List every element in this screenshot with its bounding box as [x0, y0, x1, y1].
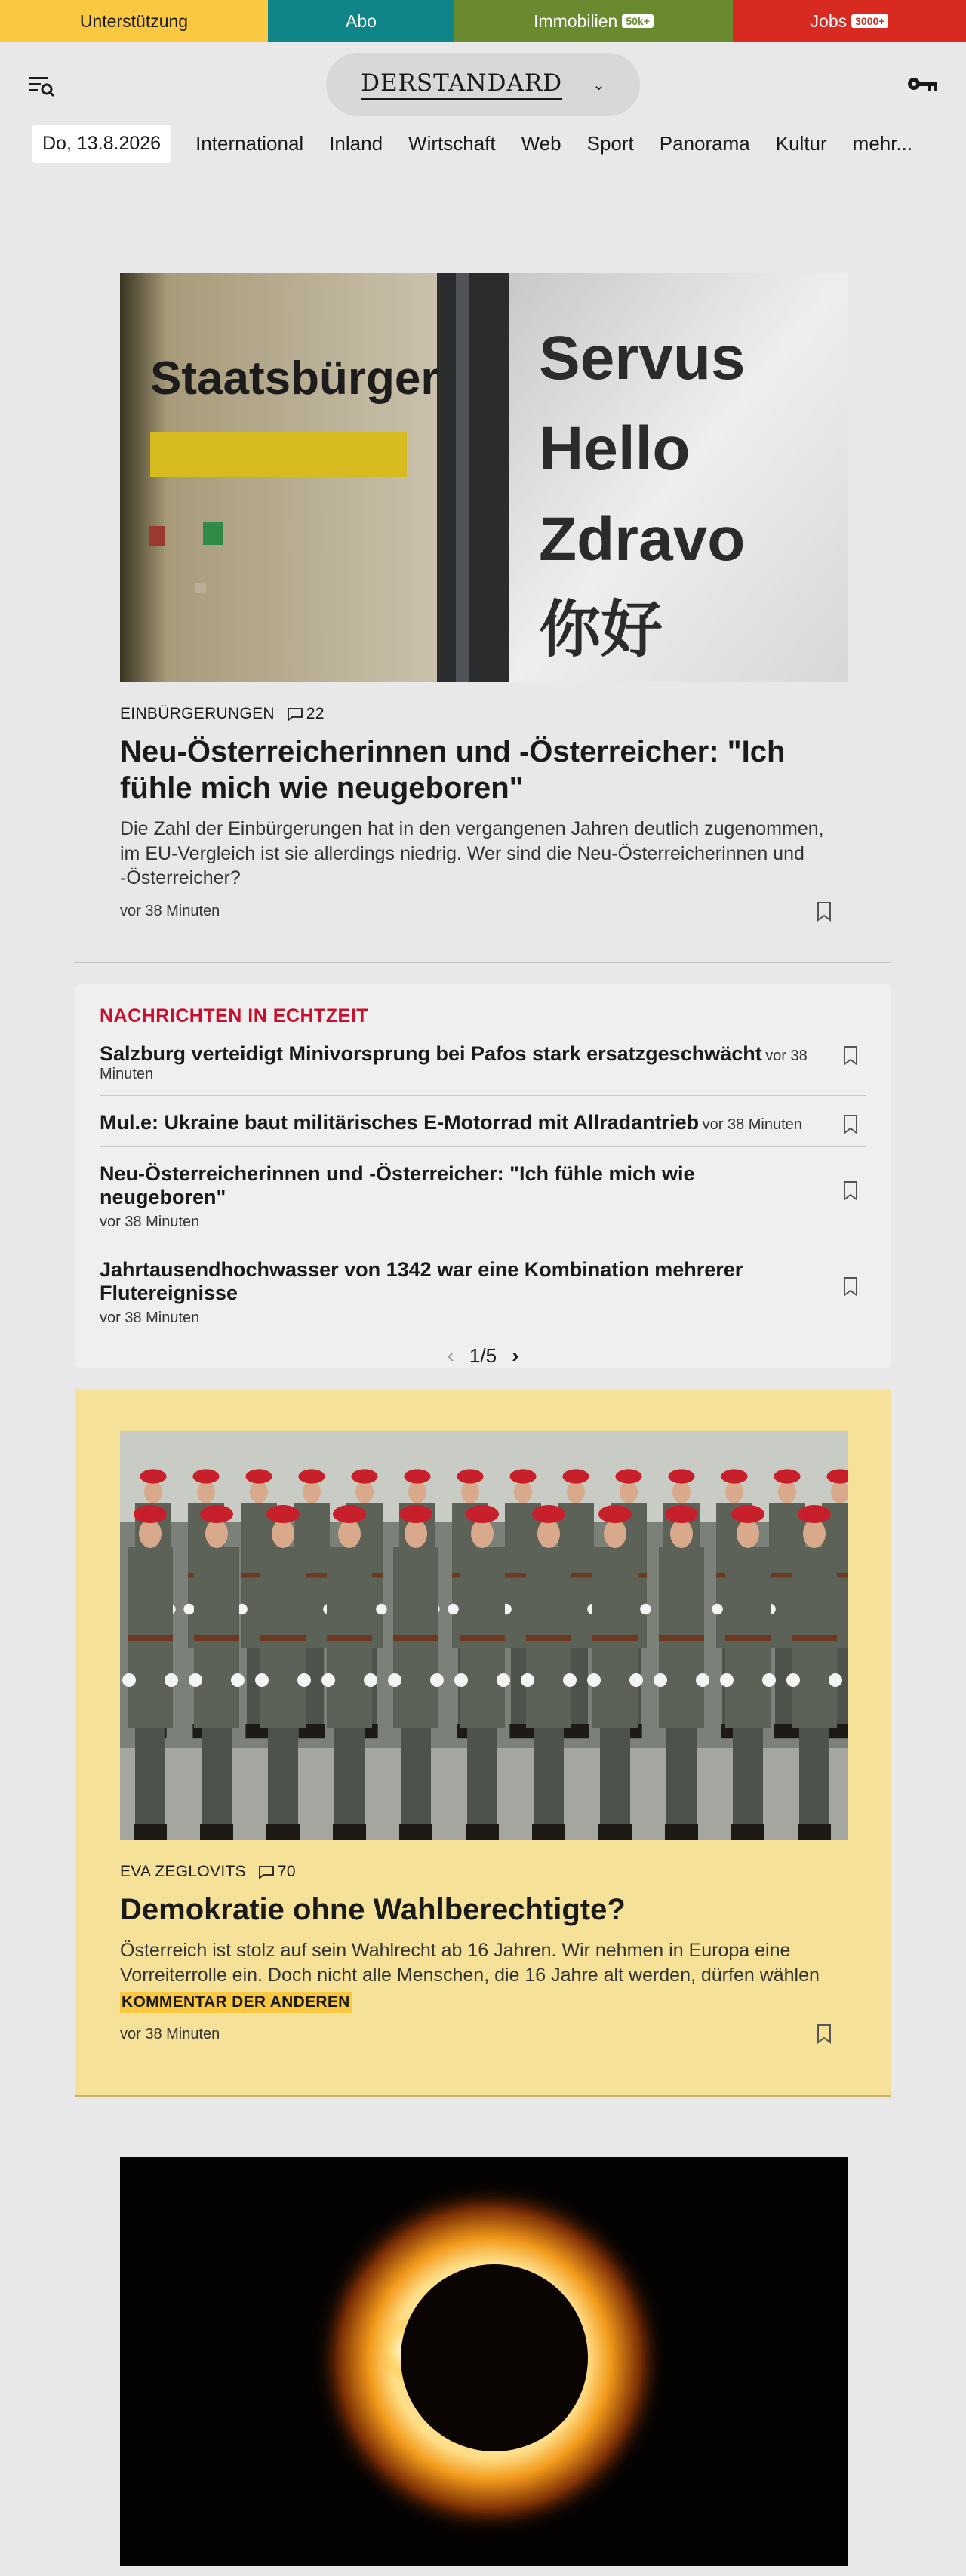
image-text-hello: Hello — [539, 414, 691, 483]
support-link[interactable] — [0, 0, 268, 42]
image-text-servus: Servus — [539, 324, 746, 392]
menu-search-icon — [27, 71, 57, 98]
site-logo: DERSTANDARD — [361, 69, 562, 100]
lead-article[interactable] — [75, 273, 891, 922]
image-text-zdravo: Zdravo — [539, 505, 746, 574]
article-headline[interactable]: Demokratie ohne Wahlberechtigte? — [120, 1893, 626, 1926]
site-header — [0, 42, 966, 125]
article-image-soldiers[interactable] — [120, 1431, 848, 1840]
bookmark-icon[interactable] — [842, 1180, 859, 1202]
live-time: vor 38 Minuten — [100, 1310, 200, 1326]
live-news-title: NACHRICHTEN IN ECHTZEIT — [100, 1005, 368, 1026]
article-kicker — [120, 705, 844, 723]
bookmark-icon[interactable] — [842, 1114, 859, 1135]
list-item[interactable] — [100, 1243, 866, 1339]
chevron-down-icon: ⌄ — [592, 76, 605, 94]
nav-item-sport[interactable]: Sport — [586, 131, 634, 155]
comment-count[interactable] — [287, 705, 325, 723]
next-page-icon[interactable]: › — [512, 1343, 519, 1367]
list-item[interactable] — [100, 1027, 866, 1096]
bookmark-icon[interactable] — [816, 901, 832, 922]
bookmark-icon[interactable] — [842, 1045, 859, 1066]
current-date: Do, 13.8.2026 — [32, 125, 171, 163]
nav-item-kultur[interactable]: Kultur — [775, 131, 827, 155]
comment-count-value: 22 — [306, 705, 325, 722]
opinion-article[interactable] — [75, 1389, 891, 2097]
article-headline[interactable]: Neu-Österreicherinnen und -Österreicher: "Ich fühle mich wie neugeboren" — [120, 735, 786, 805]
section-nav — [0, 122, 966, 165]
page-indicator: 1/5 — [469, 1343, 497, 1367]
immobilien-link[interactable] — [454, 0, 733, 42]
eclipse-image — [120, 2157, 848, 2566]
section-divider — [75, 962, 891, 963]
article-image-eclipse[interactable] — [120, 2157, 848, 2566]
logo-dropdown[interactable] — [326, 53, 640, 116]
immobilien-badge: 50k+ — [622, 14, 654, 28]
jobs-link[interactable] — [733, 0, 966, 42]
live-headline[interactable]: Salzburg verteidigt Minivorsprung bei Pafos stark ersatzgeschwächt — [100, 1042, 762, 1065]
comment-icon — [258, 1865, 275, 1879]
prev-page-icon[interactable]: ‹ — [447, 1343, 454, 1367]
nav-item-panorama[interactable]: Panorama — [659, 131, 750, 155]
image-text-staatsbuerger: Staatsbürger — [150, 352, 439, 405]
article-teaser: Österreich ist stolz auf sein Wahlrecht ab 16 Jahren. Wir nehmen in Europa eine Vorreiterrolle ein. Doch nicht alle Menschen, die 16 Jahre alt werden, dürfen wählen — [120, 1940, 820, 1986]
jobs-label: Jobs — [810, 11, 848, 31]
nav-item-inland[interactable]: Inland — [329, 131, 383, 155]
comment-count-value: 70 — [277, 1863, 296, 1880]
jobs-badge: 3000+ — [851, 14, 888, 28]
kicker-topic: EINBÜRGERUNGEN — [120, 705, 275, 722]
nav-item-international[interactable]: International — [195, 131, 304, 155]
article-time: vor 38 Minuten — [120, 903, 220, 919]
live-headline[interactable]: Mul.e: Ukraine baut militärisches E-Motorrad mit Allradantrieb — [100, 1111, 700, 1134]
article-kicker — [120, 1863, 844, 1881]
abo-label: Abo — [346, 11, 377, 31]
menu-search-button[interactable] — [27, 71, 57, 98]
live-time: vor 38 Minuten — [702, 1116, 802, 1133]
comment-icon — [287, 707, 303, 721]
citizenship-sign-image — [120, 273, 848, 682]
article-teaser: Die Zahl der Einbürgerungen hat in den vergangenen Jahren deutlich zugenommen, im EU-Vergleich ist sie allerdings niedrig. Wer sind die Neu-Österreicherinnen und -Österreicher? — [120, 818, 824, 888]
key-icon — [906, 72, 939, 95]
immobilien-label: Immobilien — [534, 11, 618, 31]
live-headline[interactable]: Neu-Österreicherinnen und -Österreicher: "Ich fühle mich wie neugeboren" — [100, 1162, 695, 1208]
image-text-nihao: 你好 — [539, 594, 663, 666]
kicker-author: EVA ZEGLOVITS — [120, 1863, 246, 1880]
list-item[interactable] — [100, 1147, 866, 1243]
login-button[interactable] — [906, 72, 939, 95]
article-time: vor 38 Minuten — [120, 2025, 220, 2042]
nav-item-wirtschaft[interactable]: Wirtschaft — [408, 131, 496, 155]
live-news-box — [75, 984, 891, 1368]
bookmark-icon[interactable] — [816, 2024, 832, 2045]
nav-item-more[interactable]: mehr... — [852, 131, 913, 155]
pagination — [100, 1343, 866, 1368]
live-headline[interactable]: Jahrtausendhochwasser von 1342 war eine Kombination mehrerer Flutereignisse — [100, 1258, 743, 1304]
soldiers-image — [120, 1431, 848, 1840]
article-image-citizenship[interactable] — [120, 273, 848, 682]
comment-count[interactable] — [258, 1863, 296, 1881]
abo-link[interactable] — [268, 0, 454, 42]
list-item[interactable] — [100, 1096, 866, 1147]
live-time: vor 38 Minuten — [100, 1214, 200, 1230]
third-article[interactable] — [75, 2157, 891, 2566]
bookmark-icon[interactable] — [842, 1276, 859, 1297]
live-time: vor 38 Minuten — [100, 1048, 808, 1082]
top-bar — [0, 0, 966, 42]
opinion-tag[interactable]: KOMMENTAR DER ANDEREN — [120, 1992, 352, 2013]
nav-item-web[interactable]: Web — [521, 131, 561, 155]
support-label: Unterstützung — [79, 11, 189, 31]
